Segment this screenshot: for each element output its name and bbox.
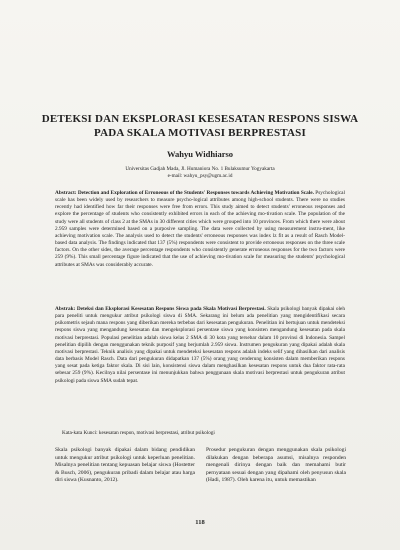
abstract-english-body: Psychological scale has been widely used by researchers to measure psycho-logical attributes among high-school students. There were no studies recently had identified how far their responses were free from errors. This study aimed to detect students' erroneous responses and explore the percentage of students who consistently exhibited errors in each of the achieving mo-tivation scale. The population of the study were all students of class 2 at the SMAs in 30 different cities which were grouped into 10 provinces. From which there were about 2.959 samples were determined based on a purposive sampling. The data were collected by using measurement instru-ment, like achieving motivation scale. The analysis used to detect the students' erroneous responses was index lz fit as a result of Rasch Model-based data analysis. The findings indicated that 137 (5%) respondents were consistent to provide erroneous responses on the three scale factors. On the other sides, the average percentage respondents who consistently generate erroneous responses for the two factors were 259 (9%). This small percentage figure indicated that the use of achieving mo-tivation scale for measuring the students' psychological attributes at SMAs was considerably accurate. bbox=[55, 190, 345, 268]
abstract-indonesian bbox=[55, 306, 345, 385]
keywords: Kata-kata Kunci: kesesatan respon, motivasi berprestasi, atribut psikologi bbox=[62, 430, 215, 436]
abstract-indonesian-body: Skala psikologi banyak dipakai oleh para peneliti untuk mengukur atribut psikologi siswa di SMA. Sekarang ini belum ada penelitian yang mengidentifikasi secara psikometris sejauh mana respons yang diberikan mereka terbebas dari kesesatan pengukuran. Penelitian ini bertujuan untuk mendeteksi respons siswa yang mengandung kesesatan dan mengeksplorasi persentase siswa yang konsisten mengandung kesesatan pada skala motivasi berprestasi. Populasi penelitian adalah siswa kelas 2 SMA di 30 kota yang tersebar dalam 10 provinsi di Indonesia. Sampel penelitian dipilih dengan menggunakan teknik purposif yang berjumlah 2.959 siswa. Instrumen pengukuran yang dipakai adalah skala motivasi berprestasi. Teknik analisis yang dipakai untuk mendeteksi kesesatan respons adalah indeks selif yang dihasilkan dari analisis data berbasis Model Rasch. Data dari pengukuran didapatkan 137 (5%) orang yang cenderung konsisten dalam memberikan respons yang sesat pada ketiga faktor skala. Di sisi lain, konsistensi siswa dalam menghasilkan kesesatan respons untuk dua faktor rata-rata sebesar 259 (9%). Kecilnya nilai persentase ini menunjukkan bahwa penggunaan skala motivasi berprestasi untuk pengukuran atribut psikologi pada siswa SMA sudah tepat. bbox=[55, 306, 346, 384]
author-affiliation bbox=[60, 166, 340, 180]
abstract-indonesian-label: Abstrak: Deteksi dan Eksplorasi Kesesatan Respons Siswa pada Skala Motivasi Berprestasi. bbox=[55, 306, 266, 312]
body-column-right: Prosedur pengukuran dengan menggunakan skala psikologi dilakukan dengan beberapa asumsi, misalnya responden mengenali dirinya dengan baik dan memahami butir pernyataan sesuai dengan yang dipahami oleh penyusun skala (Hadi, 1987). Oleh karena itu, untuk memastikan bbox=[206, 447, 346, 484]
affiliation-line: Universitas Gadjah Mada, Jl. Humaniora No. 1 Bulaksumur Yogyakarta bbox=[125, 166, 275, 172]
author-name: Wahyu Widhiarso bbox=[166, 149, 234, 159]
body-column-left: Skala psikologi banyak dipakai dalam bidang pendidikan untuk mengukur atribut psikologi untuk keperluan penelitian. Misalnya penelitian tentang kepuasan belajar siswa (Hostetter & Busch, 2006), pengukuran pribadi dalam belajar atau harga diri siswa (Kusnanto, 2012). bbox=[55, 447, 195, 484]
article-title: DETEKSI DAN EKSPLORASI KESESATAN RESPONS SISWA PADA SKALA MOTIVASI BERPRESTASI bbox=[41, 113, 359, 139]
author-email: e-mail: wahyu_psy@ugm.ac.id bbox=[167, 173, 233, 179]
abstract-english bbox=[55, 190, 345, 269]
abstract-english-label: Abstract: Detection and Exploration of Erroneous of the Students' Responses towards Achieving Motivation Scale. bbox=[55, 190, 314, 196]
page-number: 118 bbox=[195, 519, 205, 526]
